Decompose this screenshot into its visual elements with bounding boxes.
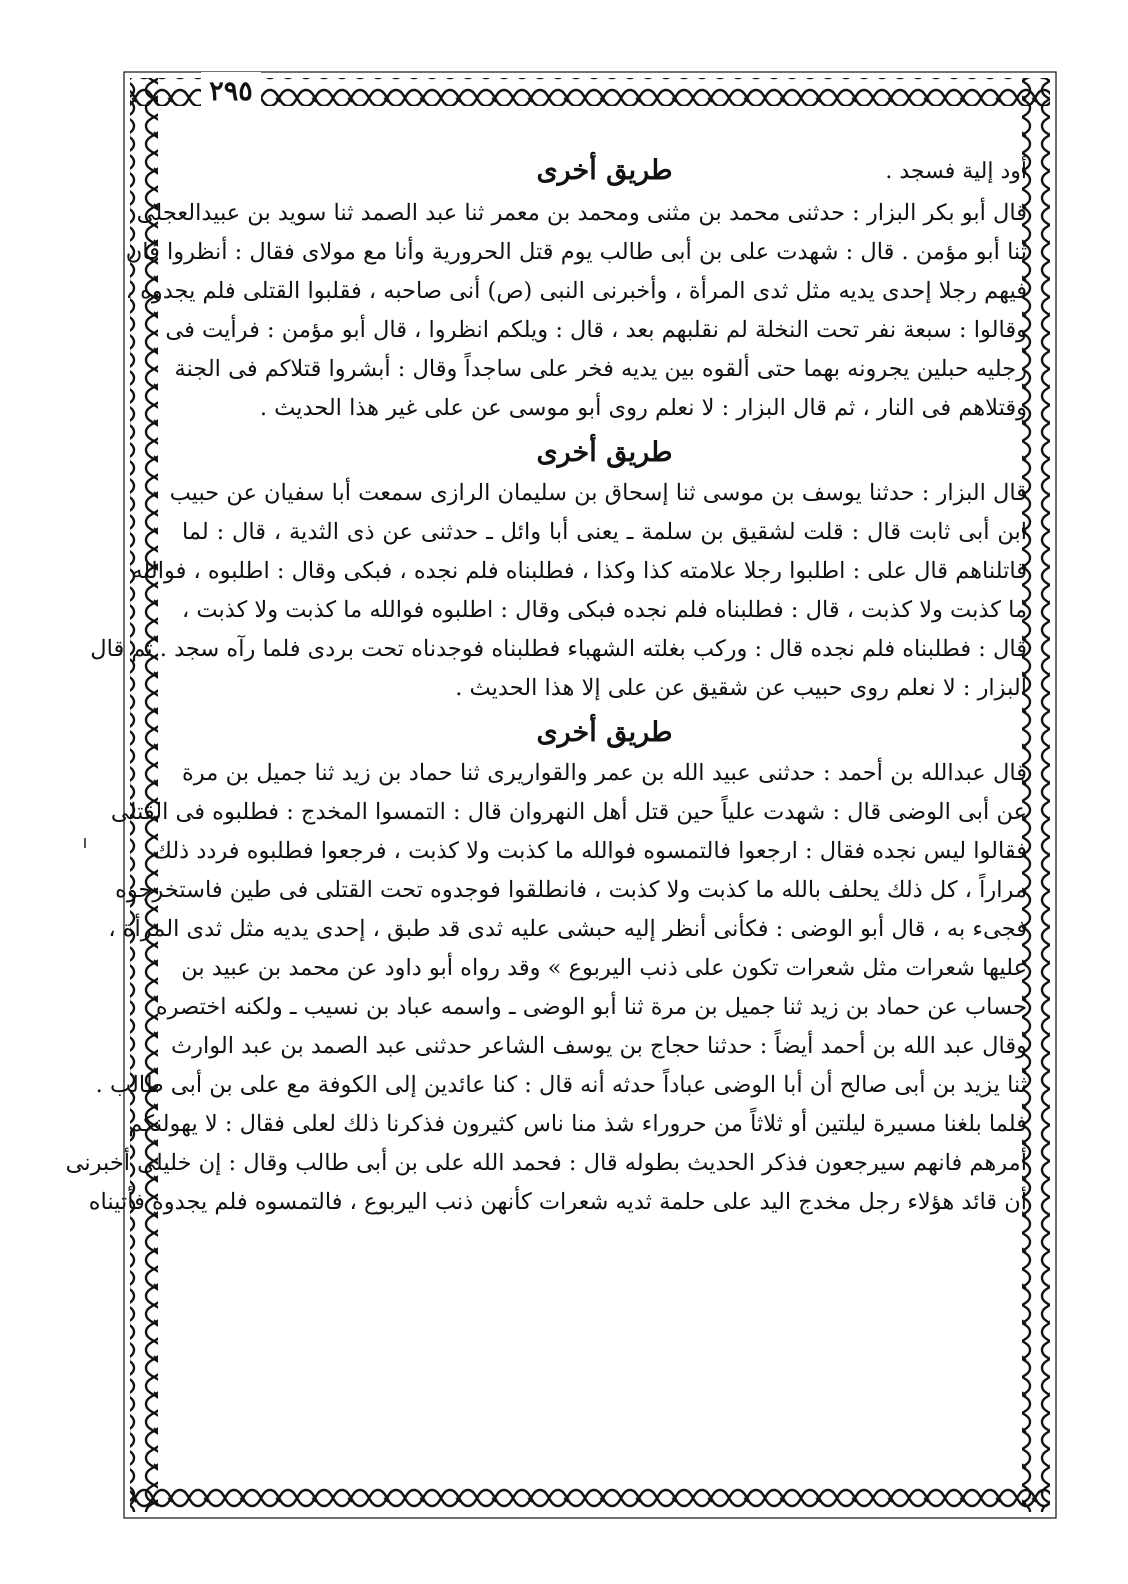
text-line: أن قائد هؤلاء رجل مخدج اليد على حلمة ثديه شعرات كأنهن ذنب اليربوع ، فالتمسوه فلم يجدوه فأتيناه <box>88 1189 1027 1215</box>
text-line: قال عبدالله بن أحمد : حدثنى عبيد الله بن عمر والقواريرى ثنا حماد بن زيد ثنا جميل بن مرة <box>182 760 1027 786</box>
text-line: قال أبو بكر البزار : حدثنى محمد بن مثنى ومحمد بن معمر ثنا عبد الصمد ثنا سويد بن عبيدالعجلى <box>136 200 1027 226</box>
section-3-text <box>65 754 1027 1222</box>
text-line: ابن أبى ثابت قال : قلت لشقيق بن سلمة ـ يعنى أبا وائل ـ حدثنى عن ذى الثدية ، قال : لما <box>182 519 1027 545</box>
text-line: فقالوا ليس نجده فقال : ارجعوا فالتمسوه فوالله ما كذبت ولا كذبت ، فرجعوا فطلبوه فردد ذلك <box>153 838 1027 864</box>
page-number: ٢٩٥ <box>201 72 261 112</box>
text-line: ما كذبت ولا كذبت ، قال : فطلبناه فلم نجده فبكى وقال : اطلبوه فوالله ما كذبت ولا كذبت ، <box>181 597 1027 623</box>
text-line: فجىء به ، قال أبو الوضى : فكأنى أنظر إليه حبشى عليه ثدى قد طبق ، إحدى يديه مثل ثدى المرأة ، <box>108 916 1027 942</box>
text-line: وقالوا : سبعة نفر تحت النخلة لم نقلبهم بعد ، قال : ويلكم انظروا ، قال أبو مؤمن : فرأيت فى <box>165 317 1027 343</box>
text-line: قال البزار : حدثنا يوسف بن موسى ثنا إسحاق بن سليمان الرازى سمعت أبا سفيان عن حبيب <box>169 480 1027 506</box>
border-top <box>130 78 1050 106</box>
text-line: ثنا أبو مؤمن . قال : شهدت على بن أبى طالب يوم قتل الحرورية وأنا مع مولاى فقال : أنظروا فان <box>125 239 1027 265</box>
section-title: طريق أخرى <box>536 155 673 186</box>
text-line: قاتلناهم قال على : اطلبوا رجلا علامته كذا وكذا ، فطلبناه فلم نجده ، فبكى وقال : اطلبوه ، فوالله <box>131 558 1027 584</box>
text-line: عن أبى الوضى قال : شهدت علياً حين قتل أهل النهروان قال : التمسوا المخدج : فطلبوه فى القتلى <box>110 799 1027 825</box>
section-1-text <box>125 194 1027 428</box>
carry-over-text: أود إلية فسجد . <box>885 159 1027 184</box>
text-line: عليها شعرات مثل شعرات تكون على ذنب اليربوع » وقد رواه أبو داود عن محمد بن عبيد بن <box>181 955 1027 981</box>
text-line: وقتلاهم فى النار ، ثم قال البزار : لا نعلم روى أبو موسى عن على غير هذا الحديث . <box>259 395 1027 421</box>
text-line: قال : فطلبناه فلم نجده قال : وركب بغلته الشهباء فطلبناه فوجدناه تحت بردى فلما رآه سجد . ثم قال <box>90 636 1027 662</box>
text-line: أمرهم فانهم سيرجعون فذكر الحديث بطوله قال : فحمد الله على بن أبى طالب وقال : إن خليلى أخبرنى <box>65 1150 1027 1176</box>
text-line: رجليه حبلين يجرونه بهما حتى ألقوه بين يديه فخر على ساجداً وقال : أبشروا قتلاكم فى الجنة <box>174 356 1027 382</box>
text-line: البزار : لا نعلم روى حبيب عن شقيق عن على إلا هذا الحديث . <box>455 675 1027 701</box>
text-line: وقال عبد الله بن أحمد أيضاً : حدثنا حجاج بن يوسف الشاعر حدثنى عبد الصمد بن عبد الوارث <box>170 1033 1027 1059</box>
text-line: فيهم رجلا إحدى يديه مثل ثدى المرأة ، وأخبرنى النبى (ص) أنى صاحبه ، فقلبوا القتلى فلم يجدوه ، <box>125 278 1027 304</box>
section-title: طريق أخرى <box>536 717 673 748</box>
text-line: مراراً ، كل ذلك يحلف بالله ما كذبت ولا كذبت ، فانطلقوا فوجدوه تحت القتلى فى طين فاستخرجوه <box>115 877 1027 903</box>
text-line: فلما بلغنا مسيرة ليلتين أو ثلاثاً من حروراء شذ منا ناس كثيرون فذكرنا ذلك لعلى فقال : لا يهولنكم <box>128 1111 1027 1137</box>
page-body <box>65 152 1027 1502</box>
section-2-text <box>90 474 1027 708</box>
text-line: ثنا يزيد بن أبى صالح أن أبا الوضى عباداً حدثه أنه قال : كنا عائدين إلى الكوفة مع على بن أبى طالب . <box>95 1072 1027 1098</box>
section-title: طريق أخرى <box>536 437 673 468</box>
text-line: حساب عن حماد بن زيد ثنا جميل بن مرة ثنا أبو الوضى ـ واسمه عباد بن نسيب ـ ولكنه اختصره <box>155 994 1027 1020</box>
margin-mark <box>84 838 86 848</box>
first-heading-row <box>182 152 1027 190</box>
